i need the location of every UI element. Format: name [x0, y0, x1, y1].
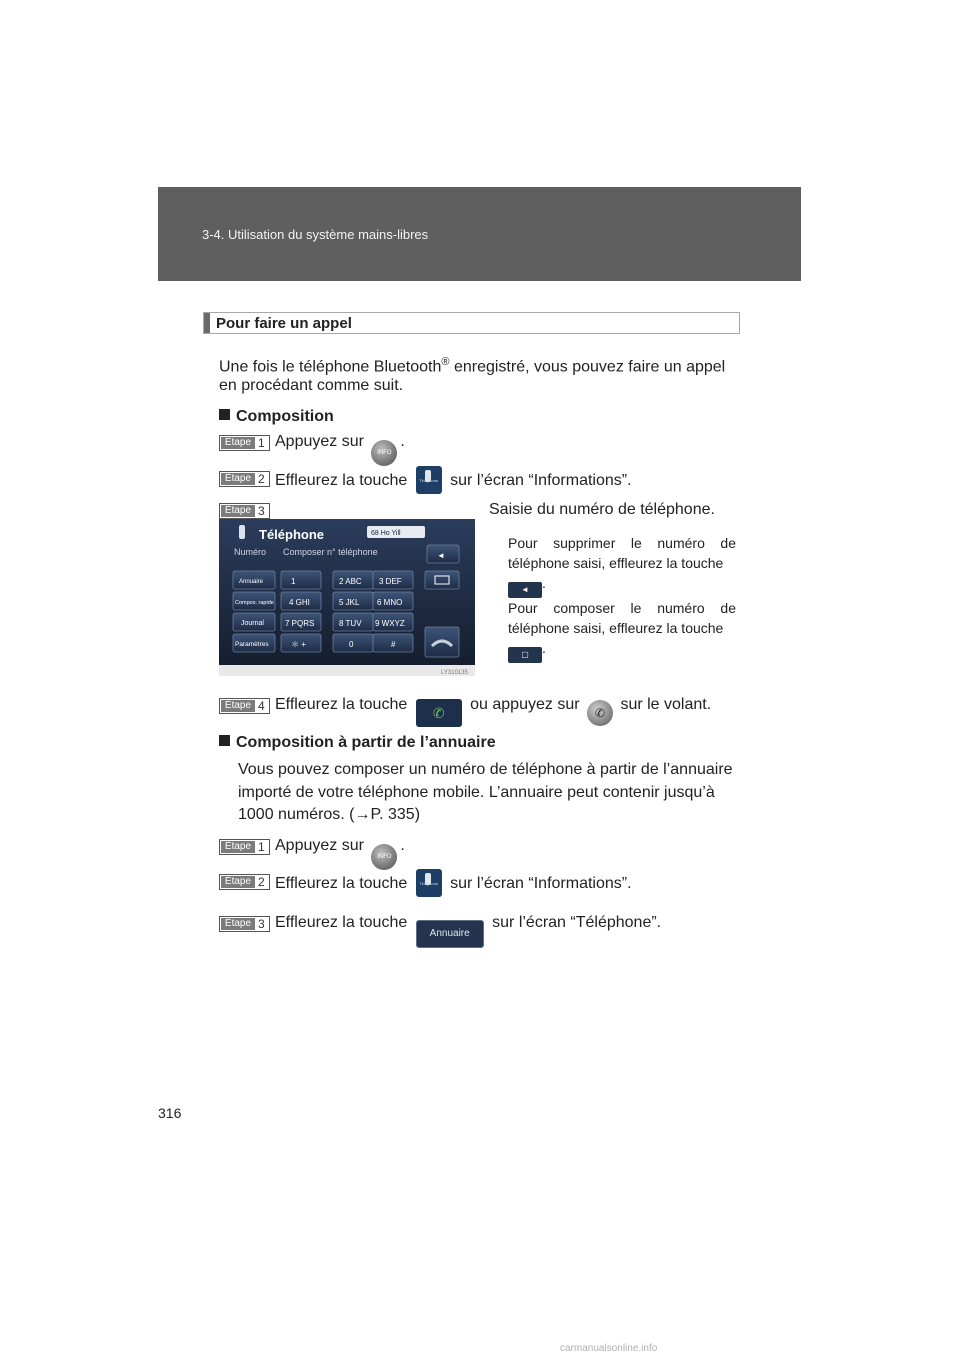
annuaire-step-3-text: Effleurez la touche Annuaire sur l’écran “Téléphone”.: [275, 911, 661, 948]
key-hash-label: #: [391, 640, 396, 649]
key-4-label: 4 GHI: [289, 598, 310, 607]
key-1-label: 1: [291, 577, 296, 586]
key-8-label: 8 TUV: [339, 619, 362, 628]
etape-badge: Étape 3: [219, 503, 270, 519]
step-1-text: Appuyez sur INFO.: [275, 430, 405, 466]
key-1: [281, 571, 321, 589]
annuaire-para-2: importé de votre téléphone mobile. L’annuaire peut contenir jusqu’à: [238, 784, 715, 801]
info-button-icon: INFO: [371, 440, 397, 466]
screen-title: Téléphone: [259, 527, 325, 542]
status-text: 68 Ho Yill: [371, 530, 401, 537]
key-2-label: 2 ABC: [339, 577, 362, 586]
step-4-text: Effleurez la touche ✆ ou appuyez sur ✆ sur le volant.: [275, 693, 711, 727]
image-code: LY310135: [441, 670, 468, 676]
step-3-text: Saisie du numéro de téléphone.: [489, 501, 715, 518]
annuaire-step-1-text: Appuyez sur INFO.: [275, 834, 405, 870]
annuaire-para-1: Vous pouvez composer un numéro de téléphone à partir de l’annuaire: [238, 761, 733, 778]
steering-phone-icon: ✆: [587, 700, 613, 726]
chapter-header: [158, 187, 801, 281]
intro-line-1: Une fois le téléphone Bluetooth® enregistré, vous pouvez faire un appel: [219, 356, 726, 376]
note-dial: Pour composer le numéro de téléphone saisi, effleurez la touche ▢ .: [508, 598, 736, 663]
btn-annuaire-label: Annuaire: [239, 579, 264, 585]
key-star-label: ＊ +: [291, 640, 306, 649]
telephone-screen: [219, 519, 475, 676]
btn-parametres-label: Paramètres: [235, 641, 269, 648]
etape-badge: Étape 3: [219, 916, 270, 932]
heading-composition: Composition: [219, 405, 334, 429]
numero-label: Numéro: [234, 547, 267, 557]
square-bullet-icon: [219, 735, 230, 746]
heading-annuaire: Composition à partir de l’annuaire: [219, 731, 496, 755]
chapter-title: 3-4. Utilisation du système mains-libres: [202, 227, 429, 242]
btn-journal-label: Journal: [241, 620, 264, 627]
info-button-icon: INFO: [371, 844, 397, 870]
send-screen-button: [425, 571, 459, 589]
note-delete: Pour supprimer le numéro de téléphone saisi, effleurez la touche ◄ .: [508, 533, 736, 598]
watermark: carmanualsonline.info: [560, 1343, 658, 1354]
section-title-bar: [203, 312, 740, 334]
section-title: Pour faire un appel: [216, 315, 352, 332]
send-call-icon: ✆: [416, 699, 462, 727]
etape-badge: Étape 2: [219, 874, 270, 890]
back-arrow-icon: ◄: [508, 582, 542, 598]
annuaire-button-icon: Annuaire: [416, 920, 484, 948]
square-bullet-icon: [219, 409, 230, 420]
back-arrow: ◄: [437, 551, 445, 560]
key-3-label: 3 DEF: [379, 577, 402, 586]
key-5-label: 5 JKL: [339, 598, 360, 607]
key-0-label: 0: [349, 640, 354, 649]
intro-line-2: en procédant comme suit.: [219, 377, 404, 394]
step-2-text: Effleurez la touche Téléphone sur l’écran “Informations”.: [275, 466, 632, 494]
key-9-label: 9 WXYZ: [375, 619, 405, 628]
key-6-label: 6 MNO: [377, 598, 403, 607]
etape-badge: Étape 1: [219, 435, 270, 451]
telephone-icon: [416, 869, 442, 897]
telephone-screen-svg: [219, 519, 475, 676]
etape-badge: Étape 1: [219, 839, 270, 855]
annuaire-step-2-text: Effleurez la touche Téléphone sur l’écran “Informations”.: [275, 869, 632, 897]
etape-badge: Étape 2: [219, 471, 270, 487]
page-number: 316: [158, 1105, 182, 1121]
numero-value: Composer n° téléphone: [283, 547, 378, 557]
section-accent: [204, 313, 210, 333]
etape-badge: Étape 4: [219, 698, 270, 714]
caption-strip: [219, 665, 475, 676]
btn-compos-label: Compos. rapide: [235, 600, 274, 606]
phone-icon: [239, 525, 245, 539]
key-7-label: 7 PQRS: [285, 619, 315, 628]
send-window-icon: ▢: [508, 647, 542, 663]
annuaire-para-3: 1000 numéros. (→P. 335): [238, 806, 421, 823]
telephone-icon: [416, 466, 442, 494]
